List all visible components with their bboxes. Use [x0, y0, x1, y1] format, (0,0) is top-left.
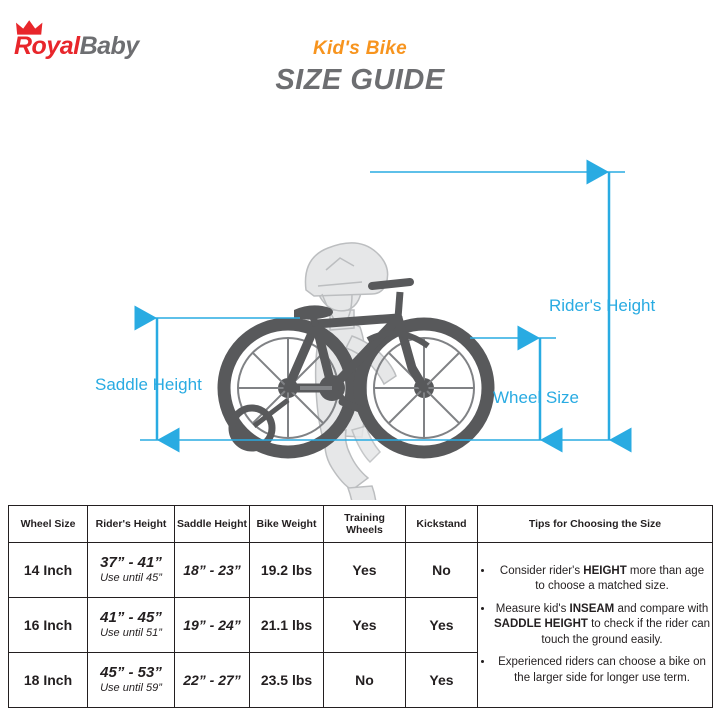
cell-riders-height [88, 653, 175, 708]
cell-training-wheels: Yes [324, 598, 406, 653]
cell-saddle-height: 18” - 23” [175, 543, 250, 598]
cell-training-wheels: No [324, 653, 406, 708]
cell-wheel-size: 16 Inch [9, 598, 88, 653]
tip-1-post: more than age to choose a matched size. [535, 564, 705, 593]
riders-height-note: Use until 51” [100, 627, 162, 640]
header-training-wheels: Training Wheels [324, 506, 406, 543]
table-row [9, 543, 713, 598]
tip-3-pre: Experienced riders can choose a bike on the larger side for longer use term. [498, 656, 706, 684]
page-subtitle: Kid's Bike [312, 38, 408, 59]
tip-item-2 [494, 602, 710, 649]
label-riders-height: Rider's Height [549, 296, 656, 315]
tip-item-1 [494, 564, 710, 595]
cell-kickstand: No [406, 543, 478, 598]
riders-height-note: Use until 45” [100, 572, 162, 585]
size-table [8, 505, 713, 708]
cell-saddle-height: 22” - 27” [175, 653, 250, 708]
label-saddle-height: Saddle Height [95, 375, 202, 394]
header-bike-weight: Bike Weight [250, 506, 324, 543]
tip-2-post: and compare with [614, 602, 709, 615]
cell-training-wheels: Yes [324, 543, 406, 598]
cell-bike-weight: 21.1 lbs [250, 598, 324, 653]
cell-bike-weight: 19.2 lbs [250, 543, 324, 598]
cell-bike-weight: 23.5 lbs [250, 653, 324, 708]
riders-height-range: 41” - 45” [100, 609, 162, 627]
logo-baby-text: Baby [79, 32, 139, 60]
page-main-title: SIZE GUIDE [275, 64, 445, 96]
logo-royal-text: Royal [14, 32, 80, 60]
tip-2-post2: to check if the rider can touch the ground easily. [541, 618, 711, 646]
riders-height-range: 45” - 53” [100, 664, 162, 682]
bike-rider-illustration [0, 110, 720, 500]
cell-kickstand: Yes [406, 598, 478, 653]
page-title [0, 38, 720, 97]
cell-riders-height [88, 543, 175, 598]
tip-item-3 [494, 655, 710, 686]
riders-height-range: 37” - 41” [100, 554, 162, 572]
tip-1-bold: HEIGHT [583, 564, 627, 577]
cell-wheel-size: 14 Inch [9, 543, 88, 598]
header-riders-height: Rider's Height [88, 506, 175, 543]
header-saddle-height: Saddle Height [175, 506, 250, 543]
table-header-row [9, 506, 713, 543]
tip-2-bold: INSEAM [569, 602, 615, 615]
cell-kickstand: Yes [406, 653, 478, 708]
size-table-container [8, 505, 712, 708]
riders-height-note: Use until 59” [100, 682, 162, 695]
label-wheel-size: Wheel Size [493, 388, 579, 407]
cell-tips [478, 543, 713, 708]
table-body [9, 543, 713, 708]
tip-2-pre: Measure kid's [495, 602, 570, 615]
tip-2-bold2: SADDLE HEIGHT [494, 618, 588, 631]
tip-1-pre: Consider rider's [499, 564, 584, 577]
header-tips: Tips for Choosing the Size [478, 506, 713, 543]
header-wheel-size: Wheel Size [9, 506, 88, 543]
table-head [9, 506, 713, 543]
cell-riders-height [88, 598, 175, 653]
tips-list [480, 564, 710, 687]
cell-saddle-height: 19” - 24” [175, 598, 250, 653]
cell-wheel-size: 18 Inch [9, 653, 88, 708]
header-kickstand: Kickstand [406, 506, 478, 543]
